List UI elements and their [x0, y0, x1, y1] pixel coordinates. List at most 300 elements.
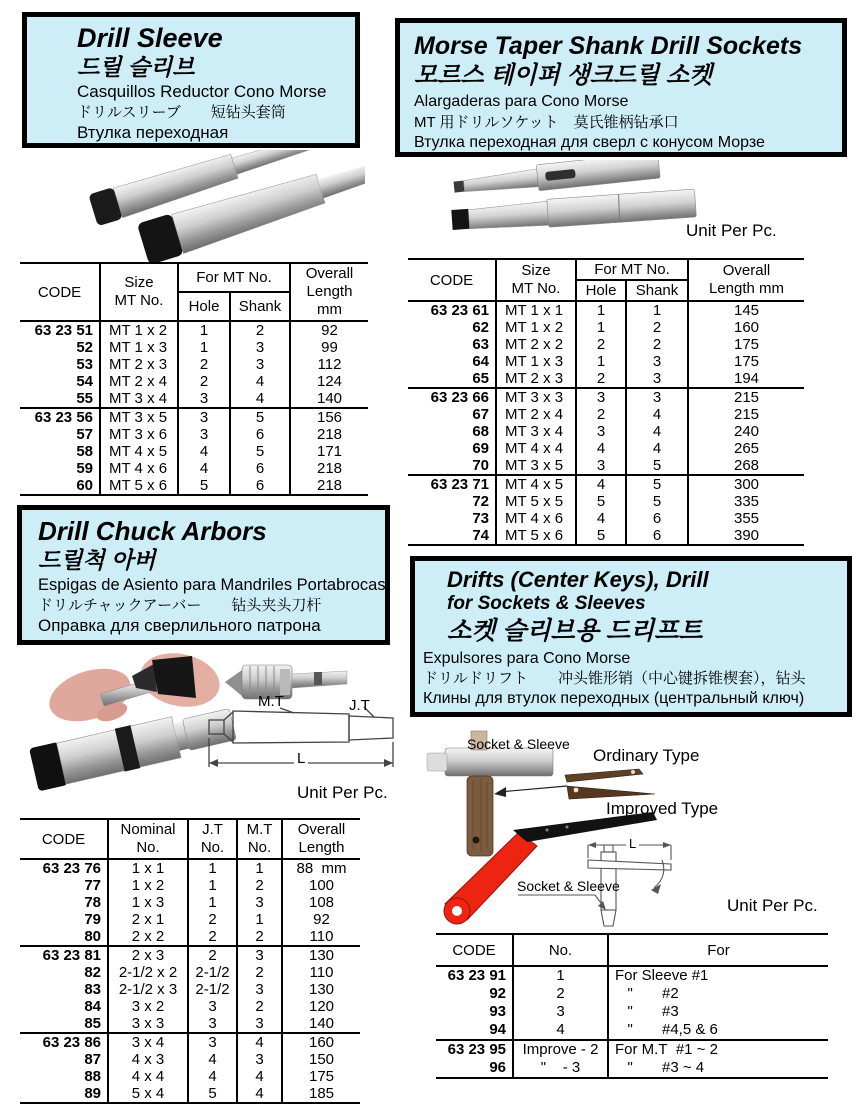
table-row: [408, 406, 804, 423]
table-cell: 4: [576, 510, 626, 527]
table-cell: 355: [733, 510, 760, 527]
drifts-title-es: Expulsores para Cono Morse: [423, 650, 631, 667]
table-cell: 175: [733, 336, 760, 353]
table-row: [408, 510, 804, 527]
table-cell: 5: [230, 408, 290, 426]
table-cell: 171: [316, 443, 343, 460]
table-cell: 1 x 2: [108, 877, 188, 894]
table-cell: 63 23 61: [408, 301, 496, 319]
table-cell: 82: [20, 964, 108, 981]
column-header-code: CODE: [408, 259, 496, 301]
drifts-title-box: [410, 556, 852, 717]
morse-sockets-title-en: Morse Taper Shank Drill Sockets: [414, 32, 803, 60]
column-header-nominal: Nominal No.: [108, 819, 188, 859]
table-cell: 4: [237, 1033, 282, 1051]
table-cell: MT 1 x 1: [496, 301, 576, 319]
table-cell: 145: [688, 301, 804, 319]
table-cell: 4: [178, 443, 230, 460]
table-cell: 2: [237, 998, 282, 1015]
table-cell: MT 3 x 4: [100, 390, 178, 408]
table-cell: 160: [733, 319, 760, 336]
table-cell: 5: [626, 457, 688, 475]
table-cell: 390: [733, 527, 760, 544]
column-header-overall: Overall Length mm: [708, 262, 785, 297]
table-cell: 3: [178, 426, 230, 443]
table-cell: 83: [20, 981, 108, 998]
table-cell: 4: [230, 390, 290, 408]
table-row: [408, 301, 804, 319]
table-cell: 140: [316, 390, 343, 407]
column-header-hole: Hole: [178, 292, 230, 321]
drill-sleeve-title-ru: Втулка переходная: [77, 123, 229, 142]
table-row: [20, 477, 368, 495]
table-cell: MT 5 x 6: [496, 527, 576, 545]
table-cell: 108: [308, 894, 335, 911]
improved-type-label: Improved Type: [606, 799, 719, 818]
table-cell: 2-1/2 x 2: [108, 964, 188, 981]
table-cell: 2-1/2: [188, 964, 237, 981]
table-cell: 130: [282, 946, 360, 964]
column-header-shank: Shank: [626, 280, 688, 301]
table-cell: 2 x 3: [108, 946, 188, 964]
table-cell: MT 5 x 6: [100, 477, 178, 495]
table-row: [20, 1068, 360, 1085]
table-cell: 96: [436, 1059, 513, 1078]
l-dimension-label: L: [294, 750, 308, 767]
column-header-overall: Overall Length: [297, 821, 346, 856]
table-cell: 110: [309, 928, 334, 945]
table-cell: Improve - 2: [513, 1040, 608, 1059]
table-row: [408, 440, 804, 457]
table-cell: 1: [237, 859, 282, 877]
table-cell: MT 2 x 3: [496, 370, 576, 388]
table-cell: 1 x 1: [108, 859, 188, 877]
table-row: [20, 339, 368, 356]
table-cell: 55: [20, 390, 100, 408]
table-cell: 156: [290, 408, 368, 426]
table-cell: 92: [313, 911, 330, 928]
table-cell: 175: [733, 353, 760, 370]
table-cell: MT 4 x 4: [496, 440, 576, 457]
table-cell: 4: [513, 1021, 608, 1040]
table-row: [408, 457, 804, 475]
table-cell: 3: [626, 353, 688, 370]
table-cell: 3: [626, 370, 688, 388]
column-header-shank: Shank: [230, 292, 290, 321]
unit-per-pc-label-arbors: Unit Per Pc.: [297, 783, 388, 802]
table-cell: 5: [626, 493, 688, 510]
table-row: [20, 1085, 360, 1103]
table-cell: 6: [626, 527, 688, 545]
drifts-table: [436, 933, 828, 1079]
table-row: [408, 370, 804, 388]
table-row: [436, 1040, 828, 1059]
table-cell: 3: [513, 1003, 608, 1021]
table-cell: 4: [188, 1051, 237, 1068]
table-row: [436, 1059, 828, 1078]
socket-sleeve-diagram-label: Socket & Sleeve: [517, 878, 620, 894]
table-cell: 2: [237, 877, 282, 894]
table-cell: 87: [20, 1051, 108, 1068]
table-cell: MT 1 x 2: [496, 319, 576, 336]
table-cell: 58: [20, 443, 100, 460]
table-cell: 265: [733, 440, 760, 457]
table-cell: MT 4 x 6: [100, 460, 178, 477]
table-row: [20, 356, 368, 373]
table-cell: 4: [576, 475, 626, 493]
table-row: [408, 493, 804, 510]
table-cell: 84: [20, 998, 108, 1015]
table-cell: 4 x 3: [108, 1051, 188, 1068]
table-cell: 59: [20, 460, 100, 477]
column-header-for-mt: For MT No.: [576, 259, 688, 280]
drifts-title-en-line2: for Sockets & Sleeves: [447, 593, 646, 614]
table-cell: 1: [178, 339, 230, 356]
table-cell: 63 23 86: [20, 1033, 108, 1051]
table-cell: 67: [408, 406, 496, 423]
table-cell: " #4,5 & 6: [615, 1021, 718, 1038]
table-cell: MT 2 x 2: [496, 336, 576, 353]
table-row: [20, 373, 368, 390]
morse-sockets-title-es: Alargaderas para Cono Morse: [414, 93, 629, 110]
column-header-code: CODE: [20, 819, 108, 859]
drifts-title-ru: Клины для втулок переходных (центральный ключ): [423, 690, 805, 707]
table-cell: 2: [626, 319, 688, 336]
drifts-title-en-line1: Drifts (Center Keys), Drill: [447, 567, 709, 592]
mt-diagram-label: M.T: [258, 693, 284, 710]
chuck-arbors-title-es: Espigas de Asiento para Mandriles Portabrocas: [38, 576, 386, 594]
table-cell: 215: [733, 406, 760, 423]
table-cell: MT 2 x 3: [100, 356, 178, 373]
table-cell: 240: [733, 423, 760, 440]
table-cell: 3: [237, 981, 282, 998]
table-row: [20, 964, 360, 981]
table-row: [20, 928, 360, 946]
table-cell: 3: [230, 339, 290, 356]
drifts-title-ja-zh: ドリルドリフト 冲头锥形销（中心键拆锥楔套），钻头: [423, 670, 806, 687]
table-cell: 88 mm: [282, 859, 360, 877]
table-cell: 78: [20, 894, 108, 911]
table-cell: 63 23 51: [20, 321, 100, 339]
morse-sockets-title-ko: 모르스 테이퍼 생크드릴 소켓: [414, 62, 713, 89]
table-cell: MT 1 x 2: [100, 321, 178, 339]
table-cell: 63 23 71: [408, 475, 496, 493]
table-cell: MT 4 x 5: [100, 443, 178, 460]
column-header-code: CODE: [436, 934, 513, 966]
table-cell: 77: [20, 877, 108, 894]
drill-sleeve-title-ja-zh: ドリルスリーブ 短钻头套筒: [77, 104, 286, 121]
table-cell: 3: [576, 388, 626, 406]
table-cell: 2 x 1: [108, 911, 188, 928]
table-cell: 5: [230, 443, 290, 460]
table-cell: 1: [576, 301, 626, 319]
table-row: [20, 460, 368, 477]
table-cell: 1: [237, 911, 282, 928]
table-cell: 2: [626, 336, 688, 353]
chuck-arbors-title-ru: Оправка для сверлильного патрона: [38, 616, 321, 635]
table-cell: For Sleeve #1: [608, 966, 828, 985]
table-cell: 63 23 66: [408, 388, 496, 406]
table-row: [20, 1033, 360, 1051]
table-row: [20, 911, 360, 928]
table-header: [436, 934, 828, 966]
table-cell: 1: [513, 966, 608, 985]
table-cell: 4: [237, 1085, 282, 1103]
table-row: [20, 859, 360, 877]
table-cell: 218: [316, 460, 343, 477]
drill-sleeve-table: [20, 262, 368, 496]
unit-per-pc-label-sockets: Unit Per Pc.: [686, 221, 777, 240]
table-row: [436, 1003, 828, 1021]
table-row: [20, 894, 360, 911]
table-cell: 4: [626, 423, 688, 440]
table-cell: MT 3 x 5: [100, 408, 178, 426]
drill-sleeve-title-box: [22, 12, 360, 148]
table-row: [408, 423, 804, 440]
table-cell: 1: [188, 877, 237, 894]
table-cell: 88: [20, 1068, 108, 1085]
table-cell: 64: [408, 353, 496, 370]
table-cell: 4: [576, 440, 626, 457]
drill-sleeve-title-en: Drill Sleeve: [77, 23, 223, 53]
morse-sockets-photo: [438, 160, 708, 248]
drill-sleeve-photo: [55, 150, 365, 262]
table-cell: 6: [230, 477, 290, 495]
table-cell: 2: [178, 373, 230, 390]
table-cell: 150: [308, 1051, 335, 1068]
table-cell: 2: [237, 928, 282, 946]
table-cell: 335: [733, 493, 760, 510]
table-cell: 60: [20, 477, 100, 495]
table-cell: 85: [20, 1015, 108, 1033]
table-cell: 4: [626, 406, 688, 423]
table-cell: 63 23 76: [20, 859, 108, 877]
table-cell: " #3: [615, 1003, 679, 1020]
drill-sleeve-title-es: Casquillos Reductor Cono Morse: [77, 82, 327, 101]
table-cell: 5: [626, 475, 688, 493]
table-cell: 2: [513, 985, 608, 1003]
table-cell: 4 x 4: [108, 1068, 188, 1085]
table-cell: MT 5 x 5: [496, 493, 576, 510]
table-cell: 63: [408, 336, 496, 353]
table-cell: 4: [626, 440, 688, 457]
table-cell: 57: [20, 426, 100, 443]
table-row: [20, 1051, 360, 1068]
table-cell: 6: [230, 426, 290, 443]
table-cell: 110: [309, 964, 334, 981]
table-cell: 5: [576, 493, 626, 510]
table-cell: 52: [20, 339, 100, 356]
table-cell: 124: [316, 373, 343, 390]
table-row: [20, 1015, 360, 1033]
column-header-for-mt: For MT No.: [178, 263, 290, 292]
table-cell: 175: [308, 1068, 335, 1085]
table-cell: 3: [188, 998, 237, 1015]
socket-sleeve-photo-label: Socket & Sleeve: [467, 736, 570, 752]
column-header-hole: Hole: [576, 280, 626, 301]
table-row: [20, 877, 360, 894]
table-cell: 3: [237, 946, 282, 964]
table-cell: MT 3 x 3: [496, 388, 576, 406]
table-cell: 3: [188, 1015, 237, 1033]
table-cell: 5: [576, 527, 626, 545]
table-cell: 130: [308, 981, 335, 998]
table-row: [436, 1021, 828, 1040]
morse-sockets-title-ru: Втулка переходная для сверл с конусом Морзе: [414, 134, 765, 151]
table-cell: 3: [188, 1033, 237, 1051]
table-cell: 3: [237, 1051, 282, 1068]
table-row: [408, 388, 804, 406]
table-cell: 74: [408, 527, 496, 545]
table-cell: 112: [317, 356, 342, 373]
table-cell: 3: [237, 894, 282, 911]
morse-sockets-title-ja-zh: MT 用ドリルソケット 莫氏锥柄钻承口: [414, 114, 679, 131]
table-header: [408, 259, 804, 301]
table-row: [408, 353, 804, 370]
table-cell: 3: [626, 388, 688, 406]
table-cell: 92: [290, 321, 368, 339]
table-row: [408, 319, 804, 336]
table-row: [436, 966, 828, 985]
column-header-jt: J.T No.: [188, 819, 237, 859]
table-cell: 80: [20, 928, 108, 946]
table-cell: 63 23 56: [20, 408, 100, 426]
table-cell: 2: [230, 321, 290, 339]
column-header-for: For: [707, 941, 730, 959]
table-cell: 2: [576, 370, 626, 388]
table-cell: 4: [178, 460, 230, 477]
table-cell: 2 x 2: [108, 928, 188, 946]
table-cell: " #3 ~ 4: [615, 1059, 705, 1076]
table-cell: 2: [178, 356, 230, 373]
table-cell: 3: [178, 408, 230, 426]
table-cell: 3 x 2: [108, 998, 188, 1015]
table-cell: 63 23 91: [436, 966, 513, 985]
table-cell: MT 3 x 4: [496, 423, 576, 440]
table-cell: MT 4 x 6: [496, 510, 576, 527]
table-cell: " - 3: [513, 1059, 608, 1078]
table-cell: 3: [576, 423, 626, 440]
table-row: [20, 321, 368, 339]
table-cell: 5 x 4: [108, 1085, 188, 1103]
table-cell: 5: [188, 1085, 237, 1103]
table-cell: 1: [188, 859, 237, 877]
table-cell: 2: [188, 928, 237, 946]
table-row: [20, 946, 360, 964]
table-cell: 4: [188, 1068, 237, 1085]
chuck-arbors-title-box: [17, 505, 390, 645]
table-cell: 194: [733, 370, 760, 387]
table-cell: 2: [188, 911, 237, 928]
morse-sockets-title-box: [395, 18, 847, 157]
table-cell: 268: [733, 457, 760, 474]
table-cell: 54: [20, 373, 100, 390]
table-row: [20, 981, 360, 998]
ordinary-type-label: Ordinary Type: [593, 746, 700, 765]
table-row: [20, 443, 368, 460]
table-cell: 63 23 95: [436, 1040, 513, 1059]
table-cell: 6: [230, 460, 290, 477]
table-cell: 2: [576, 406, 626, 423]
table-cell: 140: [308, 1015, 335, 1032]
table-cell: 3: [178, 390, 230, 408]
table-row: [436, 985, 828, 1003]
table-cell: 2: [188, 946, 237, 964]
chuck-arbors-title-ja-zh: ドリルチャックアーバー 钻头夹头刀杆: [38, 597, 322, 614]
table-cell: 120: [308, 998, 335, 1015]
table-row: [408, 475, 804, 493]
table-cell: 3 x 4: [108, 1033, 188, 1051]
chuck-arbors-table: [20, 818, 360, 1104]
morse-sockets-table: [408, 258, 804, 546]
column-header-mt: M.T No.: [237, 819, 282, 859]
table-header: [20, 819, 360, 859]
table-cell: MT 4 x 5: [496, 475, 576, 493]
table-cell: 1: [576, 319, 626, 336]
chuck-arbors-title-ko: 드릴척 아버: [38, 547, 156, 573]
jt-diagram-label: J.T: [349, 697, 370, 714]
table-cell: 94: [436, 1021, 513, 1040]
column-header-overall: Overall Length mm: [305, 265, 354, 318]
column-header-code: CODE: [20, 263, 100, 321]
table-row: [20, 998, 360, 1015]
table-cell: For M.T #1 ~ 2: [608, 1040, 828, 1059]
table-cell: 99: [321, 339, 338, 356]
table-cell: 100: [308, 877, 335, 894]
column-header-size: Size MT No.: [100, 263, 178, 321]
table-cell: 4: [230, 373, 290, 390]
table-cell: 3 x 3: [108, 1015, 188, 1033]
column-header-no: No.: [513, 934, 608, 966]
table-cell: 5: [178, 477, 230, 495]
table-cell: 6: [626, 510, 688, 527]
table-cell: 300: [688, 475, 804, 493]
table-header: [20, 263, 368, 321]
table-cell: 63 23 81: [20, 946, 108, 964]
table-cell: 1: [626, 301, 688, 319]
table-cell: 69: [408, 440, 496, 457]
table-cell: 4: [237, 1068, 282, 1085]
table-cell: MT 3 x 6: [100, 426, 178, 443]
table-cell: 65: [408, 370, 496, 388]
table-cell: MT 3 x 5: [496, 457, 576, 475]
table-row: [408, 336, 804, 353]
table-cell: 215: [688, 388, 804, 406]
table-cell: 218: [316, 426, 343, 443]
table-cell: 92: [436, 985, 513, 1003]
table-cell: MT 1 x 3: [496, 353, 576, 370]
table-row: [20, 390, 368, 408]
table-row: [20, 408, 368, 426]
table-cell: 3: [237, 1015, 282, 1033]
table-cell: " #2: [615, 985, 679, 1002]
l-dimension-label-drifts: L: [626, 836, 639, 851]
table-cell: 53: [20, 356, 100, 373]
table-cell: 2-1/2 x 3: [108, 981, 188, 998]
unit-per-pc-label-drifts: Unit Per Pc.: [727, 896, 818, 915]
table-cell: 1: [188, 894, 237, 911]
table-cell: 89: [20, 1085, 108, 1103]
chuck-arbors-title-en: Drill Chuck Arbors: [38, 516, 267, 546]
table-cell: 3: [230, 356, 290, 373]
table-cell: 68: [408, 423, 496, 440]
table-cell: MT 1 x 3: [100, 339, 178, 356]
table-cell: 2: [237, 964, 282, 981]
table-cell: 79: [20, 911, 108, 928]
table-cell: 1: [178, 321, 230, 339]
column-header-size: Size MT No.: [496, 259, 576, 301]
table-row: [20, 426, 368, 443]
